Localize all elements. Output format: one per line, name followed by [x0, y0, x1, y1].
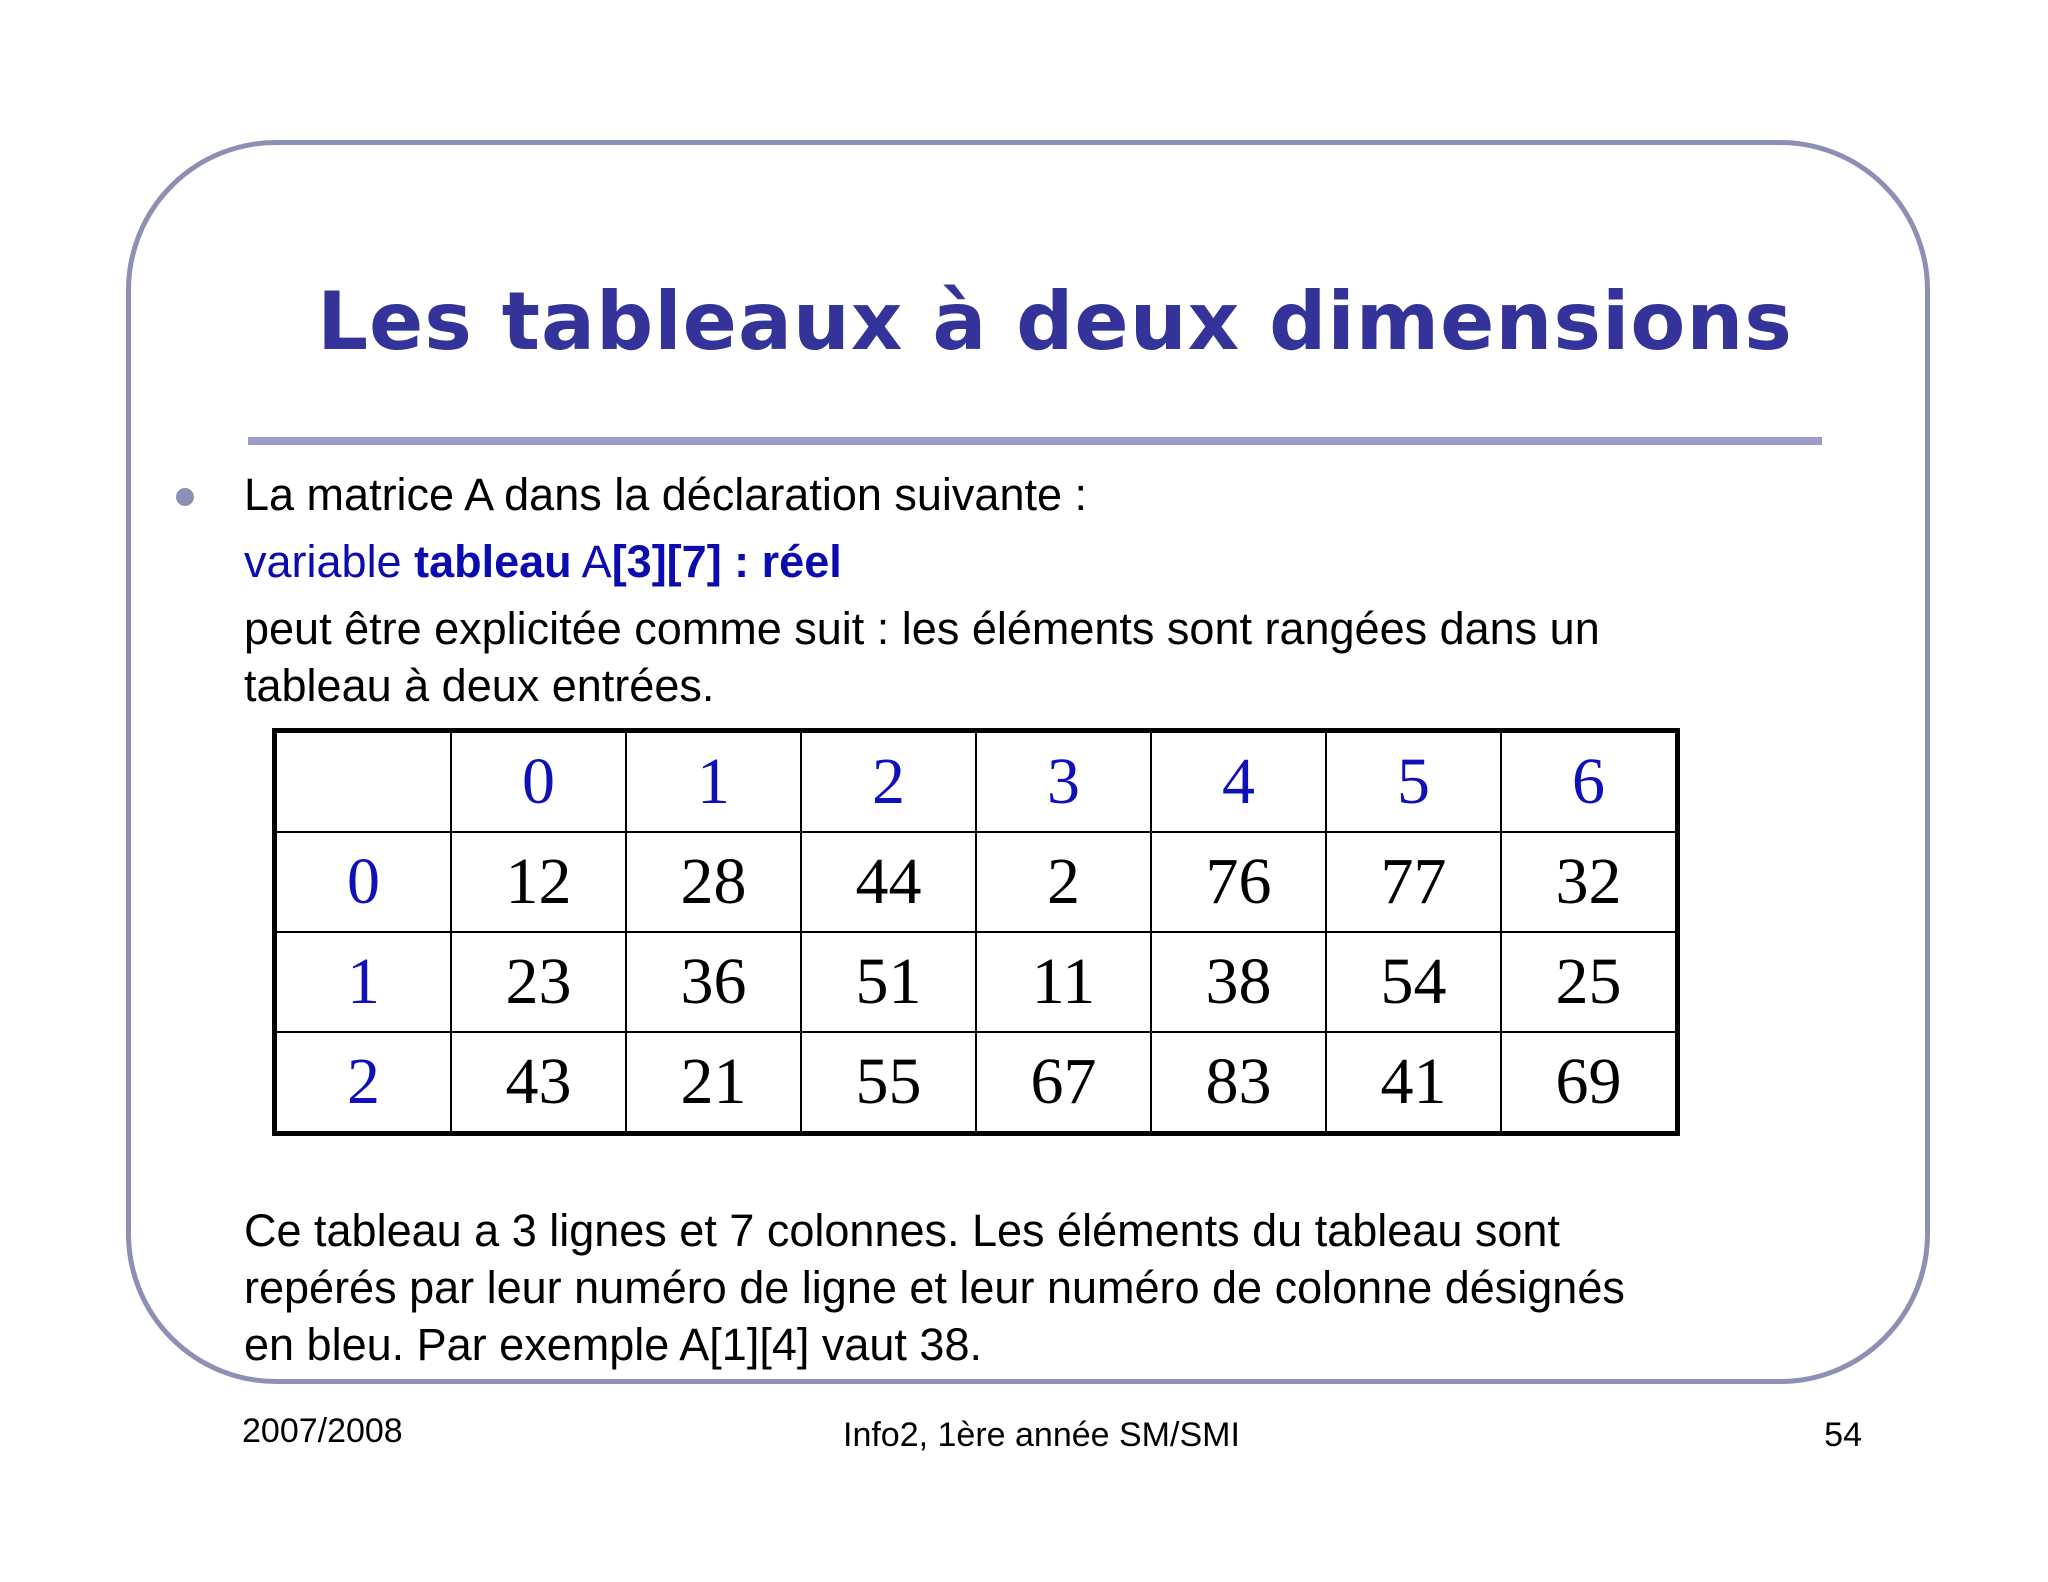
column-index-cell: 0 — [451, 731, 626, 833]
table-cell: 25 — [1501, 932, 1678, 1032]
title-divider — [248, 437, 1822, 445]
table-cell: 83 — [1151, 1032, 1326, 1134]
column-index-cell: 1 — [626, 731, 801, 833]
declaration-keyword: variable — [244, 536, 415, 587]
slide-title: Les tableaux à deux dimensions — [317, 275, 1793, 368]
table-cell: 11 — [976, 932, 1151, 1032]
table-header-row — [275, 731, 1678, 833]
table-row — [275, 1032, 1678, 1134]
row-index-cell: 2 — [275, 1032, 452, 1134]
explanation-line: tableau à deux entrées. — [244, 660, 715, 711]
explanation-text — [244, 600, 1600, 714]
conclusion-text — [244, 1202, 1625, 1373]
declaration-type: tableau — [414, 536, 572, 587]
table-cell: 23 — [451, 932, 626, 1032]
column-index-cell: 4 — [1151, 731, 1326, 833]
table-cell: 28 — [626, 832, 801, 932]
explanation-line: peut être explicitée comme suit : les éléments sont rangées dans un — [244, 603, 1600, 654]
table-row — [275, 932, 1678, 1032]
table-corner-cell — [275, 731, 452, 833]
table-cell: 51 — [801, 932, 976, 1032]
table-cell: 38 — [1151, 932, 1326, 1032]
conclusion-line: repérés par leur numéro de ligne et leur numéro de colonne désignés — [244, 1262, 1625, 1313]
table-cell: 12 — [451, 832, 626, 932]
column-index-cell: 2 — [801, 731, 976, 833]
column-index-cell: 6 — [1501, 731, 1678, 833]
table-cell: 21 — [626, 1032, 801, 1134]
column-index-cell: 3 — [976, 731, 1151, 833]
table-cell: 41 — [1326, 1032, 1501, 1134]
table-cell: 54 — [1326, 932, 1501, 1032]
page-number: 54 — [1824, 1416, 1862, 1454]
table-cell: 36 — [626, 932, 801, 1032]
row-index-cell: 0 — [275, 832, 452, 932]
table-cell: 67 — [976, 1032, 1151, 1134]
declaration-name: A — [571, 536, 612, 587]
row-index-cell: 1 — [275, 932, 452, 1032]
declaration-dims: [3][7] : réel — [611, 536, 842, 587]
table-cell: 76 — [1151, 832, 1326, 932]
table-row — [275, 832, 1678, 932]
conclusion-line: en bleu. Par exemple A[1][4] vaut 38. — [244, 1319, 982, 1370]
footer-date: 2007/2008 — [242, 1412, 403, 1450]
column-index-cell: 5 — [1326, 731, 1501, 833]
table-cell: 43 — [451, 1032, 626, 1134]
table-cell: 44 — [801, 832, 976, 932]
declaration-line — [244, 533, 842, 590]
intro-text: La matrice A dans la déclaration suivante : — [244, 469, 1088, 520]
table-cell: 77 — [1326, 832, 1501, 932]
table-cell: 2 — [976, 832, 1151, 932]
footer-course: Info2, 1ère année SM/SMI — [843, 1416, 1240, 1454]
matrix-table — [272, 728, 1680, 1136]
conclusion-line: Ce tableau a 3 lignes et 7 colonnes. Les éléments du tableau sont — [244, 1205, 1560, 1256]
table-cell: 55 — [801, 1032, 976, 1134]
bullet-icon — [176, 488, 194, 506]
table-cell: 69 — [1501, 1032, 1678, 1134]
table-cell: 32 — [1501, 832, 1678, 932]
